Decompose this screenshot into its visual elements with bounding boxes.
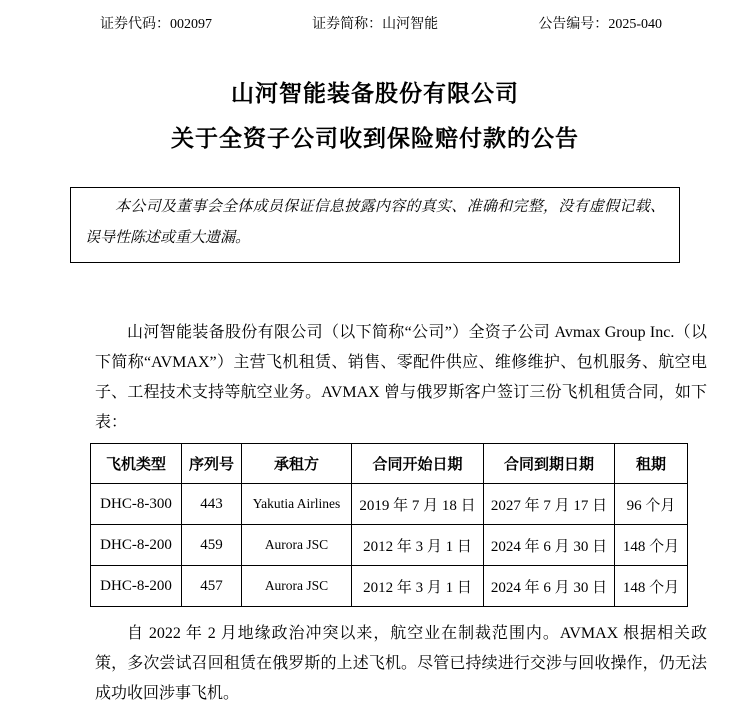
disclaimer-text: 本公司及董事会全体成员保证信息披露内容的真实、准确和完整，没有虚假记载、误导性陈述或重大遗漏。 <box>85 199 665 246</box>
cell-serial-number: 459 <box>182 525 242 566</box>
title-block <box>0 71 750 161</box>
stock-name-label: 证券简称： <box>312 17 383 32</box>
col-header-contract-end-date: 合同到期日期 <box>484 444 615 484</box>
cell-lease-term: 148 个月 <box>615 525 688 566</box>
announcement-number <box>538 16 662 33</box>
cell-lessee: Aurora JSC <box>242 566 352 607</box>
disclaimer-box <box>70 187 680 263</box>
stock-name <box>312 16 438 33</box>
company-name-title: 山河智能装备股份有限公司 <box>231 81 519 106</box>
cell-aircraft-type: DHC-8-200 <box>91 525 182 566</box>
stock-code <box>100 16 212 33</box>
table-row <box>91 484 688 525</box>
cell-contract-start-date: 2019 年 7 月 18 日 <box>352 484 484 525</box>
cell-contract-end-date: 2024 年 6 月 30 日 <box>484 566 615 607</box>
intro-paragraph: 山河智能装备股份有限公司（以下简称“公司”）全资子公司 Avmax Group Inc.（以下简称“AVMAX”）主营飞机租赁、销售、零配件供应、维修维护、包机服务、航空电子、工程技术支持等航空业务。AVMAX 曾与俄罗斯客户签订三份飞机租赁合同，如下表： <box>95 324 707 431</box>
document-header <box>0 0 750 33</box>
after-table-paragraph: 自 2022 年 2 月地缘政治冲突以来，航空业在制裁范围内。AVMAX 根据相关政策，多次尝试召回租赁在俄罗斯的上述飞机。尽管已持续进行交涉与回收操作，仍无法成功收回涉事飞机。 <box>95 625 707 702</box>
table-row <box>91 566 688 607</box>
table-row <box>91 525 688 566</box>
announcement-number-label: 公告编号： <box>538 17 609 32</box>
col-header-contract-start-date: 合同开始日期 <box>352 444 484 484</box>
cell-aircraft-type: DHC-8-300 <box>91 484 182 525</box>
cell-lessee: Aurora JSC <box>242 525 352 566</box>
announcement-number-value: 2025-040 <box>608 17 662 32</box>
col-header-lease-term: 租期 <box>615 444 688 484</box>
cell-aircraft-type: DHC-8-200 <box>91 566 182 607</box>
cell-serial-number: 443 <box>182 484 242 525</box>
table-header-row <box>91 444 688 484</box>
col-header-serial-number: 序列号 <box>182 444 242 484</box>
lease-contracts-table <box>90 443 688 607</box>
cell-lease-term: 96 个月 <box>615 484 688 525</box>
stock-code-label: 证券代码： <box>100 17 170 32</box>
stock-name-value: 山河智能 <box>382 17 439 32</box>
cell-serial-number: 457 <box>182 566 242 607</box>
cell-contract-end-date: 2027 年 7 月 17 日 <box>484 484 615 525</box>
announcement-title: 关于全资子公司收到保险赔付款的公告 <box>171 126 579 151</box>
cell-lease-term: 148 个月 <box>615 566 688 607</box>
cell-lessee: Yakutia Airlines <box>242 484 352 525</box>
stock-code-value: 002097 <box>170 17 212 32</box>
cell-contract-start-date: 2012 年 3 月 1 日 <box>352 525 484 566</box>
cell-contract-start-date: 2012 年 3 月 1 日 <box>352 566 484 607</box>
col-header-aircraft-type: 飞机类型 <box>91 444 182 484</box>
col-header-lessee: 承租方 <box>242 444 352 484</box>
cell-contract-end-date: 2024 年 6 月 30 日 <box>484 525 615 566</box>
